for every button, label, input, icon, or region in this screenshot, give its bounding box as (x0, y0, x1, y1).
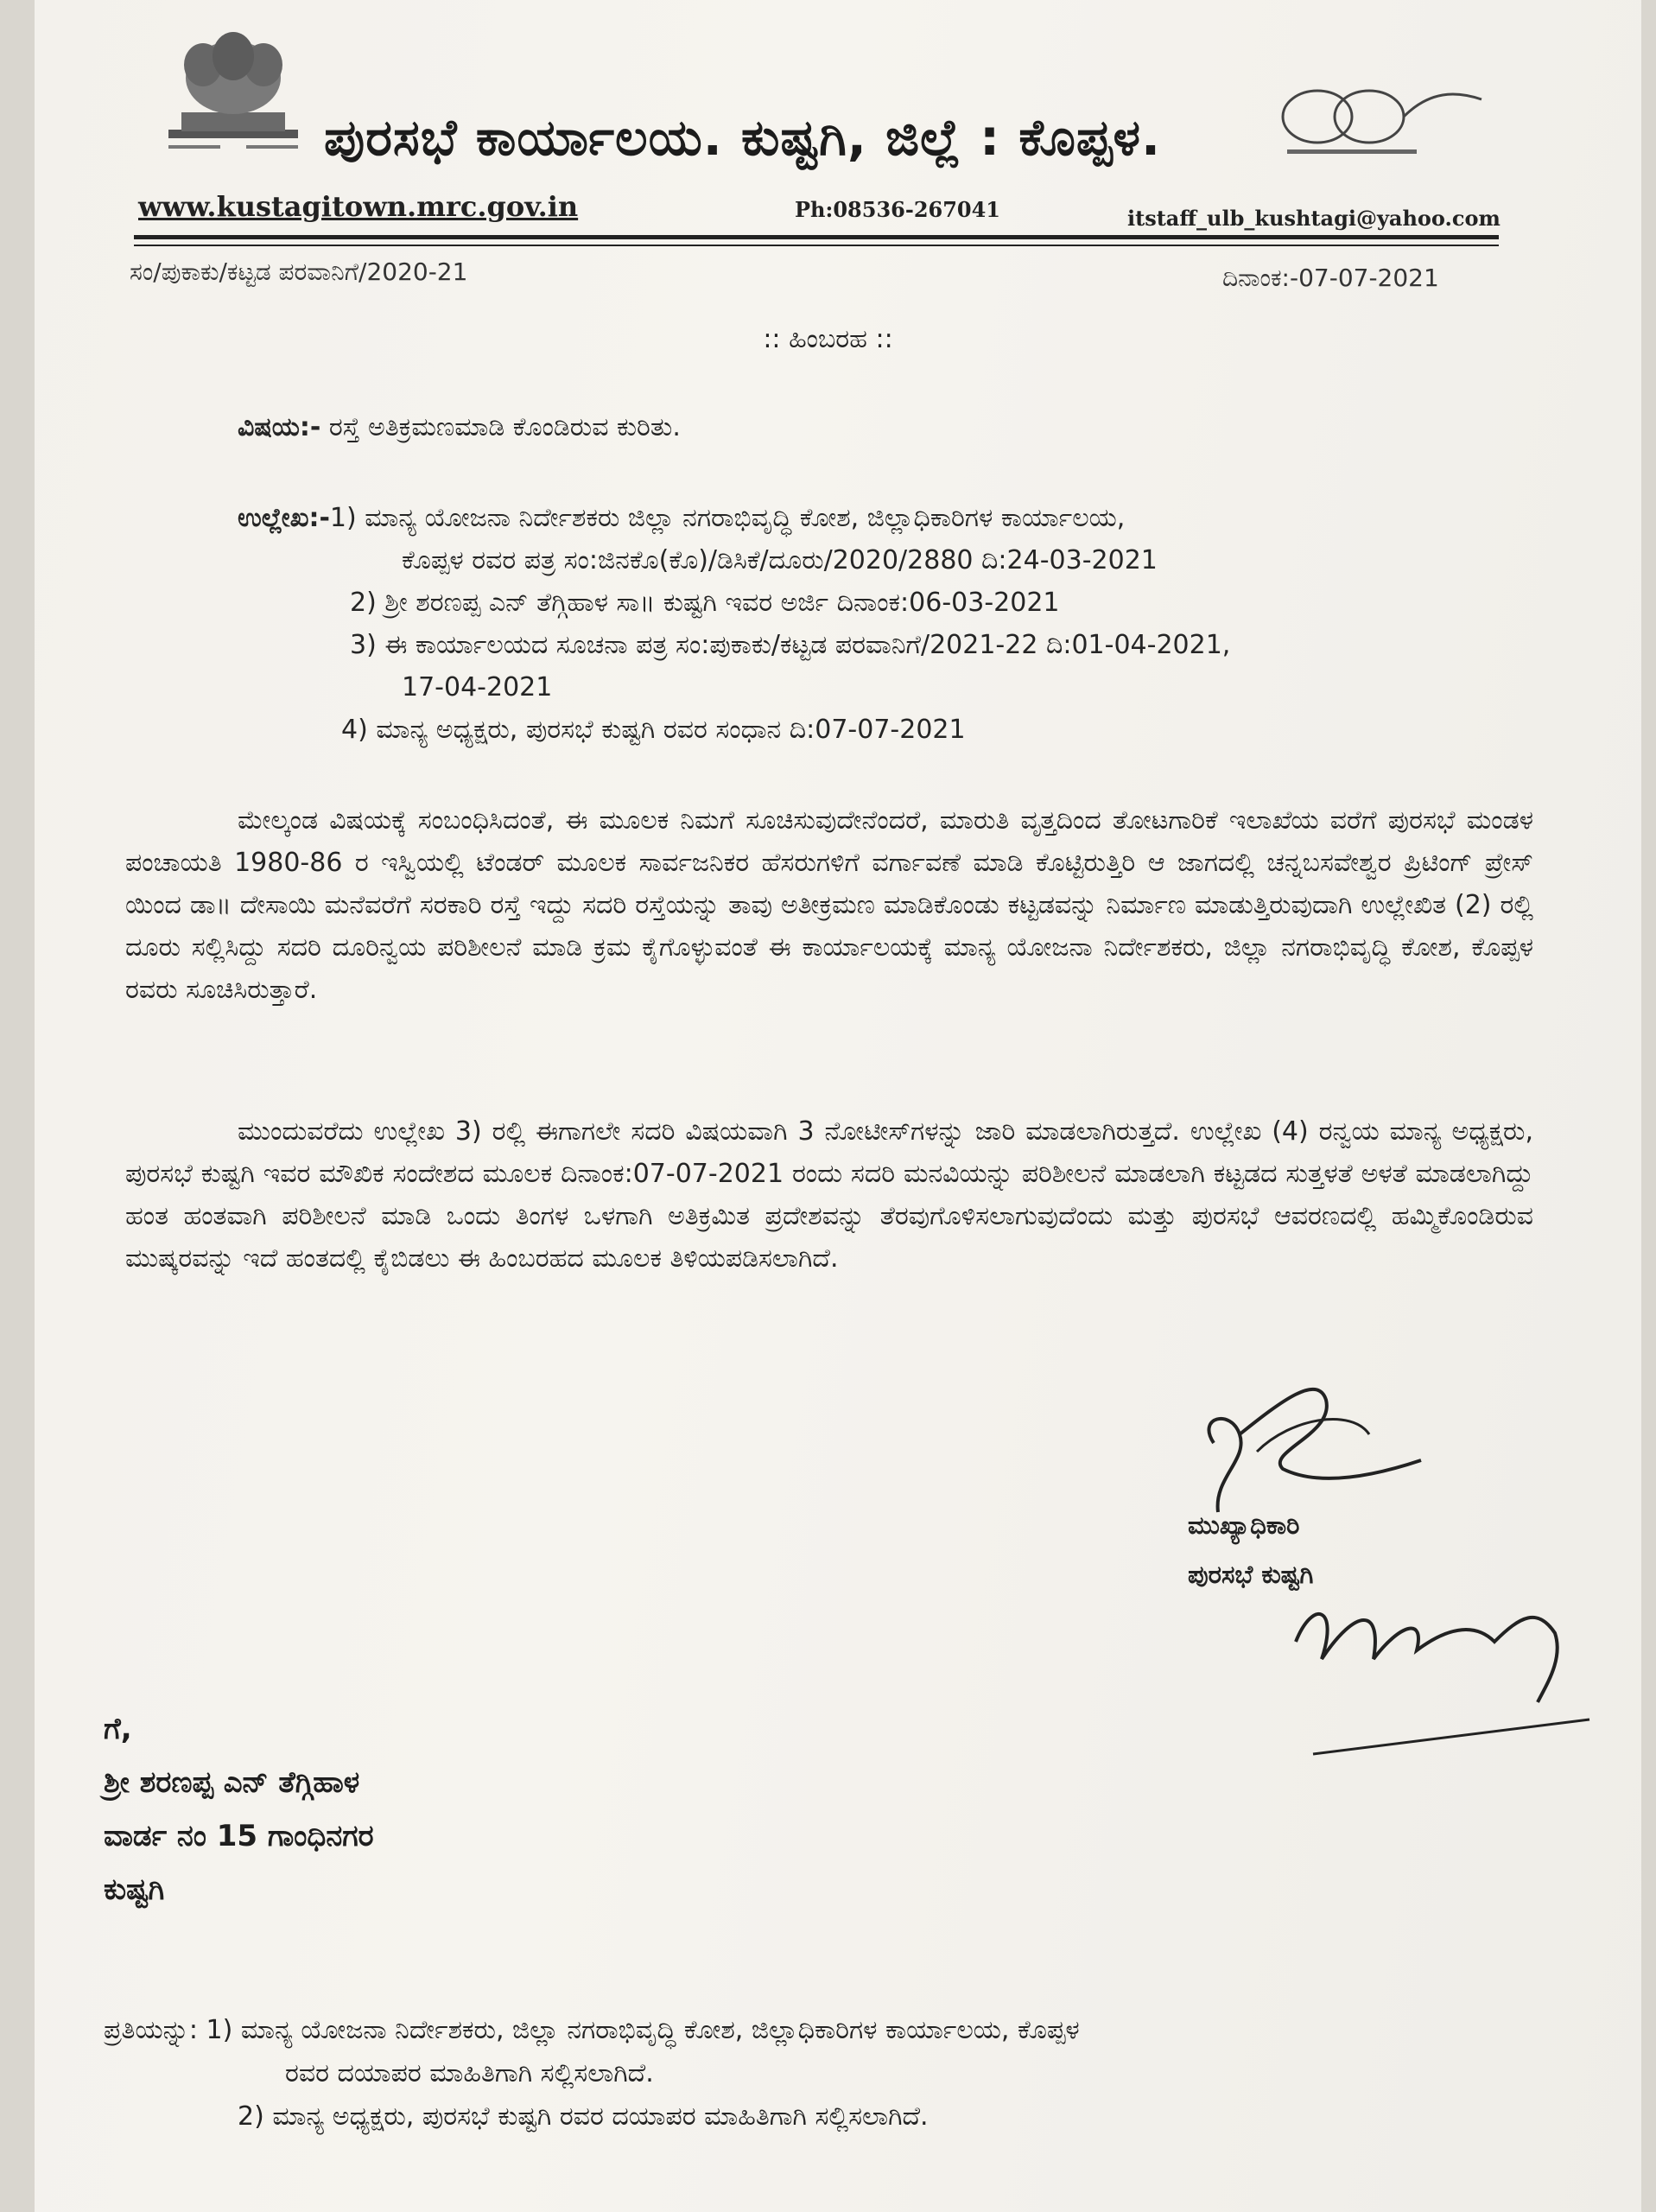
reference-line (238, 624, 1533, 666)
copy-line (104, 2009, 1080, 2052)
reference-item: 2) ಶ್ರೀ ಶರಣಪ್ಪ ಎನ್ ತೆಗ್ಗಿಹಾಳ ಸಾ॥ ಕುಷ್ಟಗಿ ಇವರ ಅರ್ಜಿ ದಿನಾಂಕ:06-03-2021 (350, 588, 1060, 618)
national-emblem-icon (151, 26, 315, 156)
recipient-name: ಶ್ರೀ ಶರಣಪ್ಪ ಎನ್ ತೆಗ್ಗಿಹಾಳ (104, 1765, 360, 1800)
reference-item: 1) ಮಾನ್ಯ ಯೋಜನಾ ನಿರ್ದೇಶಕರು ಜಿಲ್ಲಾ ನಗರಾಭಿವೃದ್ಧಿ ಕೋಶ, ಜಿಲ್ಲಾಧಿಕಾರಿಗಳ ಕಾರ್ಯಾಲಯ, (329, 503, 1126, 533)
header-rule-thin (134, 245, 1499, 246)
body-paragraph-1: ಮೇಲ್ಕಂಡ ವಿಷಯಕ್ಕೆ ಸಂಬಂಧಿಸಿದಂತೆ, ಈ ಮೂಲಕ ನಿಮಗೆ ಸೂಚಿಸುವುದೇನೆಂದರೆ, ಮಾರುತಿ ವೃತ್ತದಿಂದ ತೋಟಗಾರಿಕೆ ಇಲಾಖೆಯ ವರೆಗೆ ಪುರಸಭೆ ಮಂಡಳ ಪಂಚಾಯತಿ 1980-86 ರ ಇಸ್ವಿಯಲ್ಲಿ ಟೆಂಡರ್ ಮೂಲಕ ಸಾರ್ವಜನಿಕರ ಹೆಸರುಗಳಿಗೆ ವರ್ಗಾವಣೆ ಮಾಡಿ ಕೊಟ್ಟಿರುತ್ತಿರಿ ಆ ಜಾಗದಲ್ಲಿ ಚನ್ನಬಸವೇಶ್ವರ ಪ್ರಿಟಿಂಗ್ ಪ್ರೇಸ್ ಯಿಂದ ಡಾ॥ ದೇಸಾಯಿ ಮನೆವರೆಗೆ ಸರಕಾರಿ ರಸ್ತೆ ಇದ್ದು ಸದರಿ ರಸ್ತೆಯನ್ನು ತಾವು ಅತೀಕ್ರಮಣ ಮಾಡಿಕೊಂಡು ಕಟ್ಟಡವನ್ನು ನಿರ್ಮಾಣ ಮಾಡುತ್ತಿರುವುದಾಗಿ ಉಲ್ಲೇಖಿತ (2) ರಲ್ಲಿ ದೂರು ಸಲ್ಲಿಸಿದ್ದು ಸದರಿ ದೂರಿನ್ವಯ ಪರಿಶೀಲನೆ ಮಾಡಿ ಕ್ರಮ ಕೈಗೊಳ್ಳುವಂತೆ ಈ ಕಾರ್ಯಾಲಯಕ್ಕೆ ಮಾನ್ಯ ಯೋಜನಾ ನಿರ್ದೇಶಕರು, ಜಿಲ್ಲಾ ನಗರಾಭಿವೃದ್ಧಿ ಕೋಶ, ಕೊಪ್ಪಳ ರವರು ಸೂಚಿಸಿರುತ್ತಾರೆ. (125, 805, 1533, 1005)
recipient-town: ಕುಷ್ಟಗಿ (104, 1872, 165, 1907)
recipient-ward: ವಾರ್ಡ ನಂ 15 ಗಾಂಧಿನಗರ (104, 1819, 374, 1853)
recipient-address (104, 1702, 374, 1916)
reference-item: 3) ಈ ಕಾರ್ಯಾಲಯದ ಸೂಚನಾ ಪತ್ರ ಸಂ:ಪುಕಾಕು/ಕಟ್ಟಡ ಪರವಾನಿಗೆ/2021-22 ದಿ:01-04-2021, (350, 630, 1231, 660)
reference-line (238, 666, 1533, 709)
document-heading: :: ಹಿಂಬರಹ :: (763, 324, 893, 354)
azadi-amrit-mahotsav-seal-icon (1257, 82, 1486, 164)
signatory-office: ಪುರಸಭೆ ಕುಷ್ಟಗಿ (1188, 1560, 1314, 1589)
letter-date: ದಿನಾಂಕ:-07-07-2021 (1222, 264, 1439, 292)
recipient-salutation: ಗೆ, (104, 1712, 132, 1746)
copy-line (104, 2095, 1080, 2139)
reference-line (238, 539, 1533, 582)
reference-line (238, 497, 1533, 539)
reference-item: ಕೊಪ್ಪಳ ರವರ ಪತ್ರ ಸಂ:ಜಿನಕೊ(ಕೊ)/ಡಿಸಿಕೆ/ದೂರು/2020/2880 ದಿ:24-03-2021 (402, 545, 1158, 575)
phone-number: Ph:08536-267041 (795, 197, 1001, 222)
signatory-designation: ಮುಖ್ಯಾಧಿಕಾರಿ (1188, 1510, 1300, 1540)
copies-label: ಪ್ರತಿಯನ್ನು: (104, 2015, 198, 2045)
subject-text: ರಸ್ತೆ ಅತಿಕ್ರಮಣಮಾಡಿ ಕೊಂಡಿರುವ ಕುರಿತು. (328, 412, 681, 442)
reference-item: 4) ಮಾನ್ಯ ಅಧ್ಯಕ್ಷರು, ಪುರಸಭೆ ಕುಷ್ಟಗಿ ರವರ ಸಂಧಾನ ದಿ:07-07-2021 (341, 715, 966, 745)
header-rule-thick (134, 235, 1499, 239)
reference-line (238, 709, 1533, 751)
copy-item: ರವರ ದಯಾಪರ ಮಾಹಿತಿಗಾಗಿ ಸಲ್ಲಿಸಲಾಗಿದೆ. (285, 2058, 654, 2088)
references-label: ಉಲ್ಲೇಖ:- (238, 503, 330, 533)
copy-item: 1) ಮಾನ್ಯ ಯೋಜನಾ ನಿರ್ದೇಶಕರು, ಜಿಲ್ಲಾ ನಗರಾಭಿವೃದ್ಧಿ ಕೋಶ, ಜಿಲ್ಲಾಧಿಕಾರಿಗಳ ಕಾರ್ಯಾಲಯ, ಕೊಪ್ಪಳ (206, 2015, 1080, 2045)
office-title: ಪುರಸಭೆ ಕಾರ್ಯಾಲಯ. ಕುಷ್ಟಗಿ, ಜಿಲ್ಲೆ : ಕೊಪ್ಪಳ. (324, 108, 1162, 167)
reference-line (238, 582, 1533, 624)
copies-to-block (104, 2009, 1080, 2139)
reference-item: 17-04-2021 (402, 672, 553, 702)
website-link[interactable]: www.kustagitown.mrc.gov.in (138, 190, 579, 223)
subject-line (238, 406, 681, 448)
copy-line (104, 2052, 1080, 2095)
reference-number: ಸಂ/ಪುಕಾಕು/ಕಟ್ಟಡ ಪರವಾನಿಗೆ/2020-21 (130, 257, 468, 286)
subject-label: ವಿಷಯ:- (238, 412, 321, 442)
email-address[interactable]: itstaff_ulb_kushtagi@yahoo.com (1127, 206, 1501, 231)
body-paragraph-2: ಮುಂದುವರೆದು ಉಲ್ಲೇಖ 3) ರಲ್ಲಿ ಈಗಾಗಲೇ ಸದರಿ ವಿಷಯವಾಗಿ 3 ನೋಟೀಸ್‌ಗಳನ್ನು ಜಾರಿ ಮಾಡಲಾಗಿರುತ್ತದೆ. ಉಲ್ಲೇಖ (4) ರನ್ವಯ ಮಾನ್ಯ ಅಧ್ಯಕ್ಷರು, ಪುರಸಭೆ ಕುಷ್ಟಗಿ ಇವರ ಮೌಖಿಕ ಸಂದೇಶದ ಮೂಲಕ ದಿನಾಂಕ:07-07-2021 ರಂದು ಸದರಿ ಮನವಿಯನ್ನು ಪರಿಶೀಲನೆ ಮಾಡಲಾಗಿ ಕಟ್ಟಡದ ಸುತ್ತಳತೆ ಅಳತೆ ಮಾಡಲಾಗಿದ್ದು ಹಂತ ಹಂತವಾಗಿ ಪರಿಶೀಲನೆ ಮಾಡಿ ಒಂದು ತಿಂಗಳ ಒಳಗಾಗಿ ಅತಿಕ್ರಮಿತ ಪ್ರದೇಶವನ್ನು ತೆರವುಗೊಳಿಸಲಾಗುವುದೆಂದು ಮತ್ತು ಪುರಸಭೆ ಆವರಣದಲ್ಲಿ ಹಮ್ಮಿಕೊಂಡಿರುವ ಮುಷ್ಕರವನ್ನು ಇದೆ ಹಂತದಲ್ಲಿ ಕೈಬಿಡಲು ಈ ಹಿಂಬರಹದ ಮೂಲಕ ತಿಳಿಯಪಡಿಸಲಾಗಿದೆ. (125, 1116, 1533, 1274)
handwritten-date-icon (1278, 1573, 1624, 1763)
signature-block (1179, 1382, 1628, 1771)
copy-item: 2) ಮಾನ್ಯ ಅಧ್ಯಕ್ಷರು, ಪುರಸಭೆ ಕುಷ್ಟಗಿ ರವರ ದಯಾಪರ ಮಾಹಿತಿಗಾಗಿ ಸಲ್ಲಿಸಲಾಗಿದೆ. (238, 2101, 929, 2132)
references-block (238, 497, 1533, 751)
